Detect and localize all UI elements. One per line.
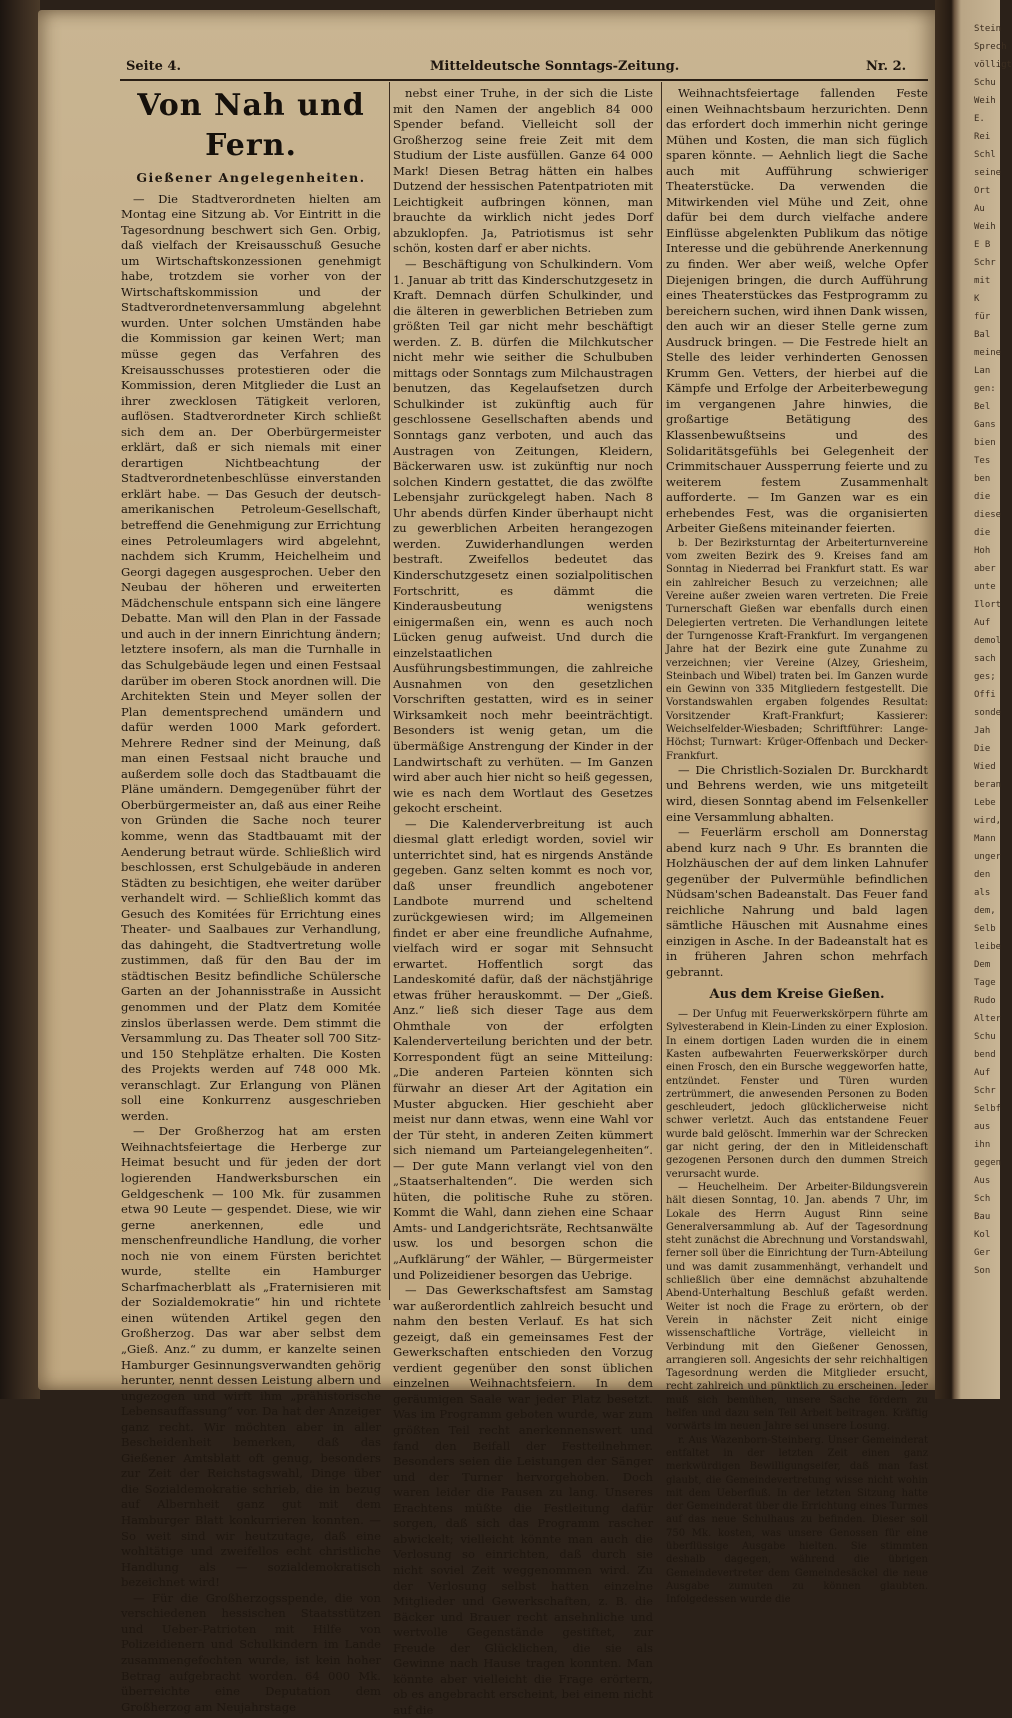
adjacent-page-fragment: Schr — [974, 258, 996, 268]
adjacent-page-fragment: völligt — [974, 60, 1012, 70]
article-grossherzogsspende: — Für die Großherzogsspende, die von verschiedenen hessischen Staatsstützen und Ueber-Patrioten mit Hilfe von Polizeidienern und Schulkindern im Lande zusammengefochten wurde, ist kein hoher Betrag aufgebracht worden. 64 000 Mk. überreichte eine Deputation dem Großherzog am Neujahrstage — [121, 1590, 381, 1714]
adjacent-page-fragment: E. Rei — [974, 114, 991, 142]
adjacent-page-fragment: Offi — [974, 690, 996, 700]
adjacent-page-fragment: Alter — [974, 1014, 1002, 1024]
newspaper-title: Mitteldeutsche Sonntags-Zeitung. — [430, 59, 680, 74]
article-festrede: Weihnachtsfeiertage fallenden Feste einen Weihnachtsbaum herzurichten. Denn das erfordert doch immerhin nicht geringe Mühen und Kosten, die man sich füglich sparen könnte. — Aehnlich liegt die Sache auch mit Aufführung schwieriger Theaterstücke. Da verwenden die Mitwirkenden viel Mühe und Zeit, ohne dafür bei dem durch vielfache andere Einflüsse abgelenkten Publikum das nötige Interesse und die gebührende Anerkennung zu finden. Wer aber weiß, welche Opfer Diejenigen bringen, die durch Aufführung eines Theaterstückes das Festprogramm zu bereichern suchen, wird ihnen Dank wissen, den auch wir an dieser Stelle gerne zum Ausdruck bringen. — Die Festrede hielt an Stelle des leider verhinderten Genossen Krumm Gen. Vetters, der hierbei auf die Kämpfe und Erfolge der Arbeiterbewegung im vergangenen Jahre hinwies, die großartige Betätigung des Klassenbewußtseins und des Solidaritätsgefühls bei Gelegenheit der Crimmitschauer Aussperrung feierte und zu weiterem festem Zusammenhalt aufforderte. — Im Ganzen war es ein erhebendes Fest, was die organisierten Arbeiter Gießens miteinander feierten. — [666, 86, 928, 536]
adjacent-page-fragment: ihn — [974, 1140, 991, 1150]
article-feuerwerk: — Der Unfug mit Feuerwerkskörpern führte am Sylvesterabend in Klein-Linden zu einer Explosion. In einem dortigen Laden wurden die in einem Kasten aufbewahrten Feuerwerkskörper durch einen Frosch, den ein Bursche weggeworfen hatte, entzündet. Fenster und Türen wurden zertrümmert, die anwesenden Personen zu Boden geschleudert, jedoch glücklicherweise nicht schwer verletzt. Auch das entstandene Feuer wurde bald gelöscht. Immerhin war der Schrecken gar nicht gering, der den in Mitleidenschaft gezogenen Personen durch den dummen Streich verursacht wurde. — [666, 1009, 928, 1180]
adjacent-page-fragment: Schl — [974, 150, 996, 160]
adjacent-page-fragment: Schu — [974, 1032, 996, 1042]
header-rule — [120, 79, 928, 81]
article-heuchelheim: — Heuchelheim. Der Arbeiter-Bildungsverein hält diesen Sonntag, 10. Jan. abends 7 Uhr, im Lokale des Herrn August Rinn seine Generalversammlung ab. Auf der Tagesordnung steht zunächst die Abrechnung und Vorstandswahl, ferner soll über die Einrichtung der Turn-Abteilung und was damit zusammenhängt, verhandelt und schließlich über eine demnächst abzuhaltende Abend-Unterhaltung Beschluß gefaßt werden. Weiter ist noch die Frage zu erörtern, ob der Verein in nächster Zeit nicht einige wissenschaftliche Vorträge, vielleicht in Verbindung mit den Gießener Genossen, arrangieren soll. Angesichts der sehr reichhaltigen Tagesordnung werden die Mitglieder ersucht, recht zahlreich und pünktlich zu erscheinen. Jeder muß sich bemühen, unsere Sache fördern zu helfen und dazu sein Teil Arbeit beitragen. Kräftig vorwärts im neuen Jahre sei unsere Losung. — [666, 1181, 928, 1433]
article-wazenborn: r. Aus Wazenborn-Steinberg. Unser Gemeinderat entfaltet in der letzten Zeit einen ganz merkwürdigen Bewilligungseifer, daß man fast glaubt, die Gemeindevertretung wisse nicht wohin mit dem Ueberfluß. In der letzten Sitzung hatte der Gemeinderat über die Errichtung eines Turmes auf das neue Schulhaus zu befinden. Dieser soll 750 Mk. kosten, was unsere Genossen für eine überflüssige Ausgabe hielten. Sie stimmten deshalb dagegen, während die übrigen Gemeindevertreter dem Gemeindesäckel die neue Ausgabe zumuten zu können glaubten. Infolgedessen wurde die — [666, 1434, 928, 1606]
adjacent-page-fragment: aber — [974, 564, 996, 574]
adjacent-page-fragment: diese — [974, 510, 1002, 520]
article-spende-continued: nebst einer Truhe, in der sich die Liste mit den Namen der angeblich 84 000 Spender befand. Vielleicht soll der Großherzog seine freie Zeit mit dem Studium der Liste ausfüllen. Ganze 64 000 Mark! Diesen Betrag hätten ein halbes Dutzend der hessischen Patentpatrioten mit Leichtigkeit aufbringen können, man brauchte da wirklich nicht jedes Dorf abzuklopfen. Ja, Patriotismus ist sehr schön, kosten darf er aber nichts. — [393, 86, 653, 256]
adjacent-page-fragment: Rudo — [974, 996, 996, 1006]
adjacent-page-fragment: Gans — [974, 420, 996, 430]
adjacent-page-fragment: Schr — [974, 1086, 996, 1096]
adjacent-page-fragment: den — [974, 870, 991, 880]
adjacent-page-fragment: Sprech — [974, 42, 1007, 52]
adjacent-page-fragment: die — [974, 528, 991, 538]
adjacent-page-fragment: Die — [974, 744, 991, 754]
adjacent-page-fragment: bien — [974, 438, 996, 448]
adjacent-page-fragment: demol — [974, 636, 1002, 646]
adjacent-page-fragment: dem, — [974, 906, 996, 916]
adjacent-page-fragment: Weih — [974, 96, 996, 106]
adjacent-page-fragment: Au — [974, 204, 985, 214]
adjacent-page-fragment: leibe — [974, 942, 1002, 952]
issue-number: Nr. 2. — [866, 59, 907, 74]
adjacent-page-fragment: Jah — [974, 726, 991, 736]
adjacent-page-fragment: Weih — [974, 222, 996, 232]
article-stadtverordnete: — Die Stadtverordneten hielten am Montag eine Sitzung ab. Vor Eintritt in die Tagesordnung beschwert sich Gen. Orbig, daß vielfach der Kreisausschuß Gesuche um Wirtschaftskonzessionen genehmigt habe, trotzdem sie vorher von der Wirtschaftskommission und der Stadtverordnetenversammlung abgelehnt wurden. Unter solchen Umständen habe die Kommission gar keinen Wert; man müsse gegen das Verfahren des Kreisausschusses protestieren oder die Kommission, deren Mitglieder die Lust an ihrer zwecklosen Tätigkeit verloren, auflösen. Stadtverordneter Kirch schließt sich dem an. Der Oberbürgermeister erklärt, daß er sich niemals mit einer derartigen Nichtbeachtung der Stadtverordnetenbeschlüsse einverstanden erklärt habe. — Das Gesuch der deutsch-amerikanischen Petroleum-Gesellschaft, betreffend die Genehmigung zur Errichtung eines Petroleumlagers wird abgelehnt, nachdem sich Krumm, Heichelheim und Georgi dagegen ausgesprochen. Ueber den Neubau der höheren und erweiterten Mädchenschule entspann sich eine längere Debatte. Man will den Plan in der Fassade und auch in der innern Einrichtung ändern; letztere insofern, als man die Turnhalle in das Schulgebäude legen und einen Festsaal darüber im oberen Stock anordnen will. Die Architekten Stein und Meyer sollen der Plan dementsprechend umändern und dafür werden 1000 Mark gefordert. Mehrere Redner sind der Meinung, daß man einen Festsaal nicht brauche und außerdem solle doch das Stadtbauamt die Pläne umändern. Demgegenüber führt der Oberbürgermeister an, daß aus einer Reihe von Gründen die Sache noch teurer komme, wenn das Stadtbauamt mit der Aenderung betraut würde. Schließlich wird beschlossen, erst Schulgebäude in anderen Städten zu besichtigen, ehe weiter darüber verhandelt wird. — Schließlich kommt das Gesuch des Komitées für Errichtung eines Theater- und Saalbaues zur Verhandlung, das dahingeht, die Stadtvertretung wolle zustimmen, daß für den Bau der im städtischen Besitz befindliche Schülersche Garten an der Johannisstraße in Aussicht genommen und der Platz dem Komitée zinslos überlassen werde. Dem stimmt die Versammlung zu. Das Theater soll 700 Sitz- und 150 Stehplätze erhalten. Die Kosten des Projekts werden auf 748 000 Mk. veranschlagt. Zur Erlangung von Plänen soll eine Konkurrenz ausgeschrieben werden. — [121, 191, 381, 1123]
adjacent-page-fragment: Lebe — [974, 798, 996, 808]
adjacent-page-fragment: Ort — [974, 186, 991, 196]
adjacent-page-fragment: Dem — [974, 960, 991, 970]
section-subheading: Gießener Angelegenheiten. — [136, 170, 366, 185]
adjacent-page-fragment: gen: — [974, 384, 996, 394]
adjacent-page-fragment: ben — [974, 474, 991, 484]
adjacent-page-fragment: die — [974, 492, 991, 502]
adjacent-page-fragment: Kol — [974, 1230, 991, 1240]
adjacent-page-fragment: mit K — [974, 276, 991, 304]
adjacent-page-fragment: Stein — [974, 24, 1002, 34]
page-header — [86, 59, 930, 81]
column-2 — [393, 86, 653, 1717]
column-1 — [121, 86, 381, 1714]
adjacent-page-fragment: Auf — [974, 1068, 991, 1078]
article-schulkinder: — Beschäftigung von Schulkindern. Vom 1. Januar ab tritt das Kinderschutzgesetz in Kraft. Demnach dürfen Schulkinder, und die älteren in gewerblichen Betrieben zum größten Teil gar nicht mehr beschäftigt werden. Z. B. dürfen die Milchkutscher nicht mehr wie seither die Schulbuben mittags oder Sonntags zum Milchaustragen benutzen, das Kegelaufsetzen durch Schulkinder ist zukünftig auch für geschlossene Gesellschaften abends und Sonntags ganz verboten, und auch das Austragen von Zeitungen, Kleidern, Bäckerwaren usw. ist zukünftig nur noch solchen Kindern gestattet, die das zwölfte Lebensjahr zurückgelegt haben. Nach 8 Uhr abends dürfen Kinder überhaupt nicht zu gewerblichen Arbeiten herangezogen werden. Zuwiderhandlungen werden bestraft. Zweifellos bedeutet das Kinderschutzgesetz einen sozialpolitischen Fortschritt, es dämmt die Kinderausbeutung wenigstens einigermaßen ein, wenn es auch noch Lücken genug aufweist. Und durch die einzelstaatlichen Ausführungsbestimmungen, die zahlreiche Ausnahmen von den gesetzlichen Vorschriften gestatten, wird es in seiner Wirksamkeit noch mehr beeinträchtigt. Besonders ist wenig getan, um die übermäßige Anstrengung der Kinder in der Landwirtschaft zu verhüten. — Im Ganzen wird aber auch hier nicht so heiß gegessen, wie es nach dem Wortlaut des Gesetzes gekocht erscheint. — [393, 257, 653, 816]
adjacent-page-fragment: für — [974, 312, 991, 322]
adjacent-page-fragment: als — [974, 888, 991, 898]
adjacent-page-fragment: Selbf — [974, 1104, 1002, 1114]
adjacent-page-fragment: Sch — [974, 1194, 991, 1204]
adjacent-page-fragment: Wied — [974, 762, 996, 772]
adjacent-page-fragment: ges; — [974, 672, 996, 682]
adjacent-page-fragment: wird, — [974, 816, 1002, 826]
adjacent-page-edge — [968, 20, 1012, 1399]
adjacent-page-fragment: Son — [974, 1266, 991, 1276]
adjacent-page-fragment: meine — [974, 348, 1002, 358]
adjacent-page-fragment: gegen — [974, 1158, 1002, 1168]
column-divider-2 — [661, 82, 662, 1300]
column-divider-1 — [389, 82, 390, 1300]
adjacent-page-fragment: unte — [974, 582, 996, 592]
adjacent-page-fragment: Schu — [974, 78, 996, 88]
adjacent-page-fragment: Auf — [974, 618, 991, 628]
adjacent-page-fragment: aus — [974, 1122, 991, 1132]
adjacent-page-fragment: Tage — [974, 978, 996, 988]
adjacent-page-fragment: Ger — [974, 1248, 991, 1258]
section-masthead: Von Nah und Fern. — [137, 88, 365, 163]
book-binding-left — [0, 0, 40, 1399]
section-heading-kreis-giessen: Aus dem Kreise Gießen. — [709, 986, 885, 1002]
adjacent-page-fragment: seine — [974, 168, 1002, 178]
article-grossherzog-herberge: — Der Großherzog hat am ersten Weihnachtsfeiertage die Herberge zur Heimat besucht und für jeden der dort logierenden Handwerksburschen ein Geldgeschenk — 100 Mk. für zusammen etwa 90 Leute — gespendet. Diese, wie wir gerne anerkennen, edle und menschenfreundliche Handlung, die vorher noch nie von einem Fürsten berichtet wurde, stellte ein Hamburger Scharfmacherblatt als „Fraternisieren mit der Sozialdemokratie“ hin und richtete einen wütenden Artikel gegen den Großherzog. Das war aber selbst dem „Gieß. Anz.“ zu dumm, er kanzelte seinen Hamburger Gesinnungsverwandten gehörig herunter, nennt dessen Leistung albern und ungezogen und wirft ihm „prähistorische Lebensauffassung“ vor. Da hat der Anzeiger ganz recht. Wir möchten aber in aller Bescheidenheit bemerken, daß das Gießener Amtsblatt oft genug, besonders zur Zeit der Reichstagswahl, Dinge über die Sozialdemokratie schrieb, die in bezug auf Albernheit ganz gut mit dem Hamburger Blatt konkurrieren konnten. — So weit sind wir heutzutage, daß eine wohltätige und zweifellos echt christliche Handlung als — sozialdemokratisch bezeichnet wird! — [121, 1124, 381, 1590]
adjacent-page-fragment: sonde — [974, 708, 1002, 718]
adjacent-page-fragment: Mann — [974, 834, 996, 844]
adjacent-page-fragment: Lan — [974, 366, 991, 376]
article-feuerlaerm: — Feuerlärm erscholl am Donnerstag abend kurz nach 9 Uhr. Es brannten die Holzhäuschen der auf dem linken Lahnufer gegenüber der Pulvermühle befindlichen Nüdsam'schen Badeanstalt. Das Feuer fand reichliche Nahrung und bald lagen sämtliche Häuschen mit Ausnahme eines einzigen in Asche. In der Badeanstalt hat es in früheren Jahren schon mehrfach gebrannt. — [666, 825, 928, 980]
adjacent-page-fragment: sach — [974, 654, 996, 664]
article-christlich-soziale: — Die Christlich-Sozialen Dr. Burckhardt und Behrens werden, wie uns mitgeteilt wird, diesen Sonntag abend im Felsenkeller eine Versammlung abhalten. — [666, 762, 928, 824]
article-gewerkschaftsfest: — Das Gewerkschaftsfest am Samstag war außerordentlich zahlreich besucht und nahm den besten Verlauf. Es hat sich gezeigt, daß ein gemeinsames Fest der Gewerkschaften entschieden den Vorzug verdient gegenüber den sonst üblichen einzelnen Weihnachtsfeiern. In dem geräumigen Saale war jeder Platz besetzt. Was im Programm geboten wurde, war zum größten Teil recht anerkennenswert und fand den Beifall der Festteilnehmer. Besonders seien die Leistungen der Sänger und der Turner hervorgehoben. Doch waren leider die Pausen zu lang. Unseres Erachtens müßte die Festleitung dafür sorgen, daß sich das Programm rascher abwickelt; vielleicht könnte man auch die Verlosung so einrichten, daß durch sie nicht soviel Zeit weggenommen wird. Zu der Verlosung selbst hatten einzelne Mitglieder und Gewerkschaften, z. B. die Bäcker und Brauer recht ansehnliche und wertvolle Gegenstände gestiftet, zur Freude der Glücklichen, die sie als Gewinne nach Hause tragen konnten. Man könnte aber vielleicht die Frage erörtern, ob es angebracht erscheint, bei einem nicht auf die — [393, 1283, 653, 1717]
adjacent-page-fragment: Bal — [974, 330, 991, 340]
adjacent-page-fragment: unger — [974, 852, 1002, 862]
adjacent-page-fragment: beran — [974, 780, 1002, 790]
adjacent-page-fragment: Bel — [974, 402, 991, 412]
adjacent-page-fragment: Hoh — [974, 546, 991, 556]
adjacent-page-fragment: Bau — [974, 1212, 991, 1222]
column-3 — [666, 86, 928, 1606]
adjacent-page-fragment: Aus — [974, 1176, 991, 1186]
adjacent-page-fragment: Ilort — [974, 600, 1002, 610]
adjacent-page-fragment: E B — [974, 240, 991, 250]
adjacent-page-fragment: Selb — [974, 924, 996, 934]
adjacent-page-fragment: bend — [974, 1050, 996, 1060]
page-number: Seite 4. — [126, 59, 181, 74]
article-bezirksturntag: b. Der Bezirksturntag der Arbeiterturnvereine vom zweiten Bezirk des 9. Kreises fand am Sonntag in Niederrad bei Frankfurt statt. Es war ein zahlreicher Besuch zu verzeichnen; alle Vereine außer zweien waren vertreten. Die Freie Turnerschaft Gießen war ebenfalls durch einen Delegierten vertreten. Die Verhandlungen leitete der Turngenosse Kraft-Frankfurt. Im vergangenen Jahre hat der Bezirk eine gute Zunahme zu verzeichnen; vier Vereine (Alzey, Griesheim, Steinbach und Wibel) traten bei. Im Ganzen wurde ein Gewinn von 335 Mitgliedern festgestellt. Die Vorstandswahlen ergaben folgendes Resultat: Vorsitzender Kraft-Frankfurt; Kassierer: Weichselfelder-Wiesbaden; Schriftführer: Lange-Höchst; Turnwart: Krüger-Offenbach und Decker-Frankfurt. — [666, 537, 928, 762]
article-kalender: — Die Kalenderverbreitung ist auch diesmal glatt erledigt worden, soviel wir unterrichtet sind, hat es nirgends Anstände gegeben. Ganz selten kommt es noch vor, daß unser freundlich angebotener Landbote murrend und scheltend zurückgewiesen wird; im Allgemeinen findet er aber eine freundliche Aufnahme, vielfach wird er sogar mit Sehnsucht erwartet. Hoffentlich sorgt das Landeskomité dafür, daß der nächstjährige etwas früher herauskommt. — Der „Gieß. Anz.“ ließ sich dieser Tage aus dem Ohmthale von der erfolgten Kalenderverteilung berichten und der betr. Korrespondent fügt an seine Mitteilung: „Die anderen Parteien könnten sich fürwahr an dieser Art der Agitation ein Muster abgucken. Hier geschieht aber meist nur dann etwas, wenn eine Wahl vor der Tür steht, in anderen Zeiten kümmert sich niemand um Parteiangelegenheiten“. — Der gute Mann verlangt viel von den „Staatserhaltenden“. Die werden sich hüten, die politische Ruhe zu stören. Kommt die Wahl, dann ziehen eine Schaar Amts- und Landgerichtsräte, Rechtsanwälte usw. los und besorgen schon die „Aufklärung“ der Wähler, — Bürgermeister und Polizeidiener besorgen das Uebrige. — [393, 816, 653, 1282]
adjacent-page-fragment: Tes — [974, 456, 991, 466]
